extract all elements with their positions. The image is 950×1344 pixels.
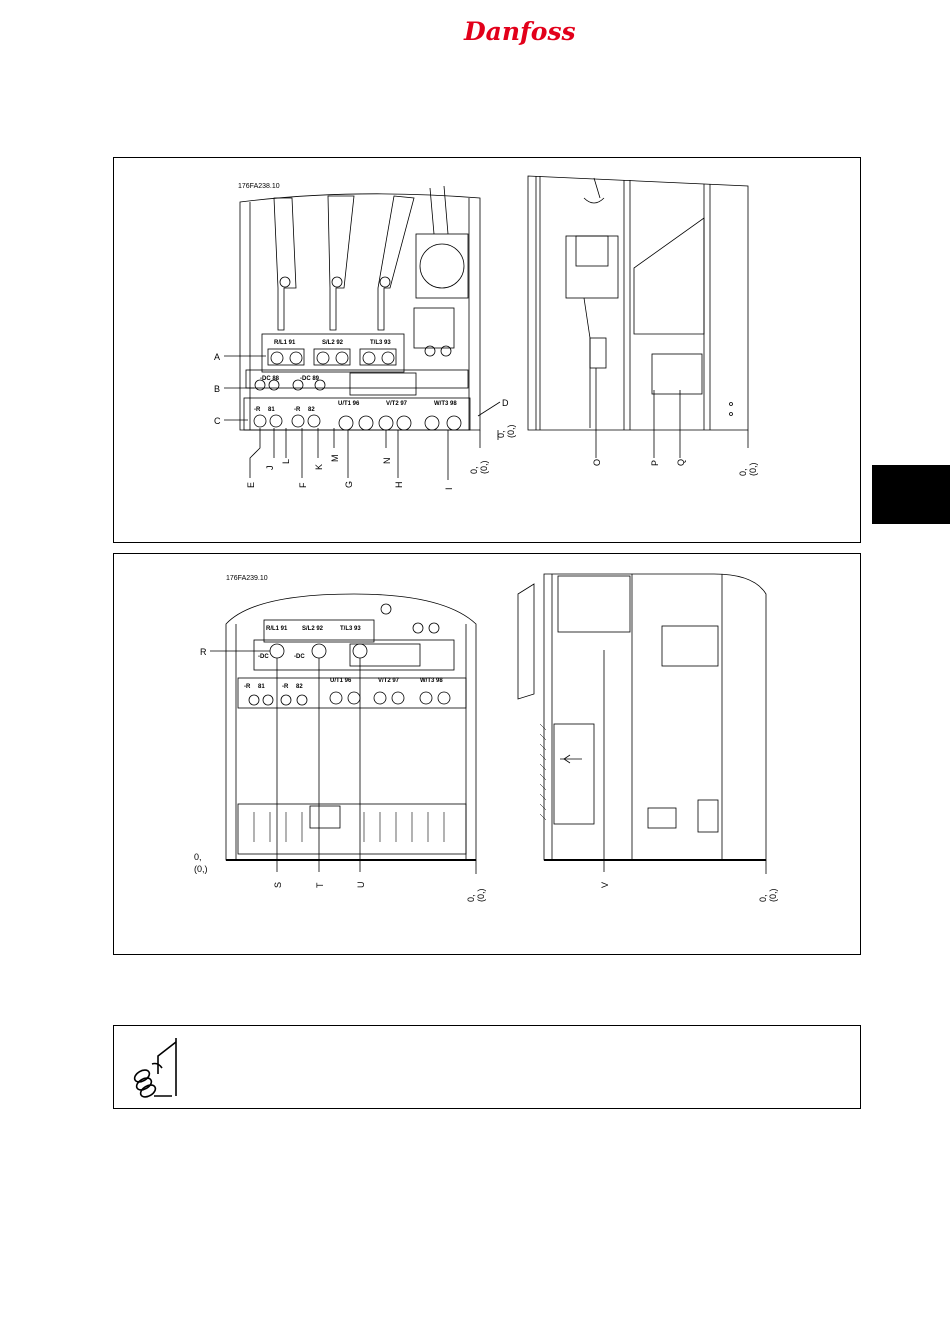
origin-front-2a: 0, xyxy=(466,894,476,902)
terminal-tl3-2: T/L3 93 xyxy=(340,626,361,632)
callout-l: L xyxy=(281,458,291,464)
drawing-code-2: 176FA239.10 xyxy=(226,575,268,582)
terminal-dc-minus: -DC 88 xyxy=(260,376,280,382)
terminal-tl3: T/L3 93 xyxy=(370,340,391,346)
terminal-r-plus-2: -R xyxy=(282,684,289,690)
side-view xyxy=(528,176,748,430)
terminal-dc-plus-2: -DC xyxy=(294,654,305,660)
terminal-r-minus-2: -R xyxy=(244,684,251,690)
origin-mid-b: (0,) xyxy=(506,424,516,438)
callout-g: G xyxy=(344,480,354,488)
terminal-wt3-2: W/T3 98 xyxy=(420,678,443,684)
front-view-2 xyxy=(226,594,476,860)
terminal-ut1-2: U/T1 96 xyxy=(330,678,352,684)
terminal-sl2: S/L2 92 xyxy=(322,340,344,346)
callout-v: V xyxy=(600,881,610,888)
terminal-wt3: W/T3 98 xyxy=(434,401,457,407)
origin-side-2a: 0, xyxy=(758,894,768,902)
terminal-r-plus: -R xyxy=(294,407,301,413)
logo-wordmark: Danfoss xyxy=(464,17,576,46)
origin-left-b: (0,) xyxy=(194,864,208,874)
figure-bottom-drawing xyxy=(114,554,860,954)
front-view xyxy=(240,186,480,430)
callout-f: F xyxy=(298,482,308,488)
terminal-vt2: V/T2 97 xyxy=(386,401,408,407)
chapter-tab xyxy=(872,465,950,524)
callout-s: S xyxy=(273,881,283,888)
side-view-2 xyxy=(518,574,766,860)
origin-mid-a: 0, xyxy=(496,430,506,438)
terminal-dc-minus-2: -DC xyxy=(258,654,269,660)
terminal-81-2: 81 xyxy=(258,684,265,690)
origin-side-b: (0,) xyxy=(748,462,758,476)
terminal-82-2: 82 xyxy=(296,684,303,690)
callout-q: Q xyxy=(676,458,686,466)
figure-bottom xyxy=(113,553,861,955)
terminal-rl1: R/L1 91 xyxy=(274,340,296,346)
callout-j: J xyxy=(265,465,275,470)
callout-b: B xyxy=(214,384,221,394)
callout-t: T xyxy=(315,882,325,888)
callout-c: C xyxy=(214,416,221,426)
terminal-r-minus: -R xyxy=(254,407,261,413)
terminal-sl2-2: S/L2 92 xyxy=(302,626,324,632)
terminal-81: 81 xyxy=(268,407,275,413)
callout-k: K xyxy=(314,463,324,470)
callout-o: O xyxy=(592,458,602,466)
origin-front-a: 0, xyxy=(469,466,479,474)
callout-h: H xyxy=(394,481,404,488)
drawing-code: 176FA238.10 xyxy=(238,183,280,190)
terminal-vt2-2: V/T2 97 xyxy=(378,678,400,684)
origin-left-a: 0, xyxy=(194,852,202,862)
callout-d: D xyxy=(502,398,509,408)
callout-m: M xyxy=(330,454,340,462)
callout-a: A xyxy=(214,352,221,362)
origin-side-a: 0, xyxy=(738,468,748,476)
origin-front-b: (0,) xyxy=(479,460,489,474)
terminal-rl1-2: R/L1 91 xyxy=(266,626,288,632)
danfoss-logo xyxy=(462,14,576,50)
note-hand-icon xyxy=(128,1034,184,1100)
callout-r: R xyxy=(200,647,207,657)
terminal-dc-plus: -DC 89 xyxy=(300,376,320,382)
callout-p: P xyxy=(650,459,660,466)
callout-e: E xyxy=(246,481,256,488)
callout-u: U xyxy=(356,881,366,888)
origin-front-2b: (0,) xyxy=(476,888,486,902)
terminal-82: 82 xyxy=(308,407,315,413)
callout-n: N xyxy=(382,457,392,464)
figure-top-drawing xyxy=(114,158,860,542)
note-box xyxy=(113,1025,861,1109)
terminal-ut1: U/T1 96 xyxy=(338,401,360,407)
callout-i: I xyxy=(444,487,454,490)
figure-top xyxy=(113,157,861,543)
origin-side-2b: (0,) xyxy=(768,888,778,902)
